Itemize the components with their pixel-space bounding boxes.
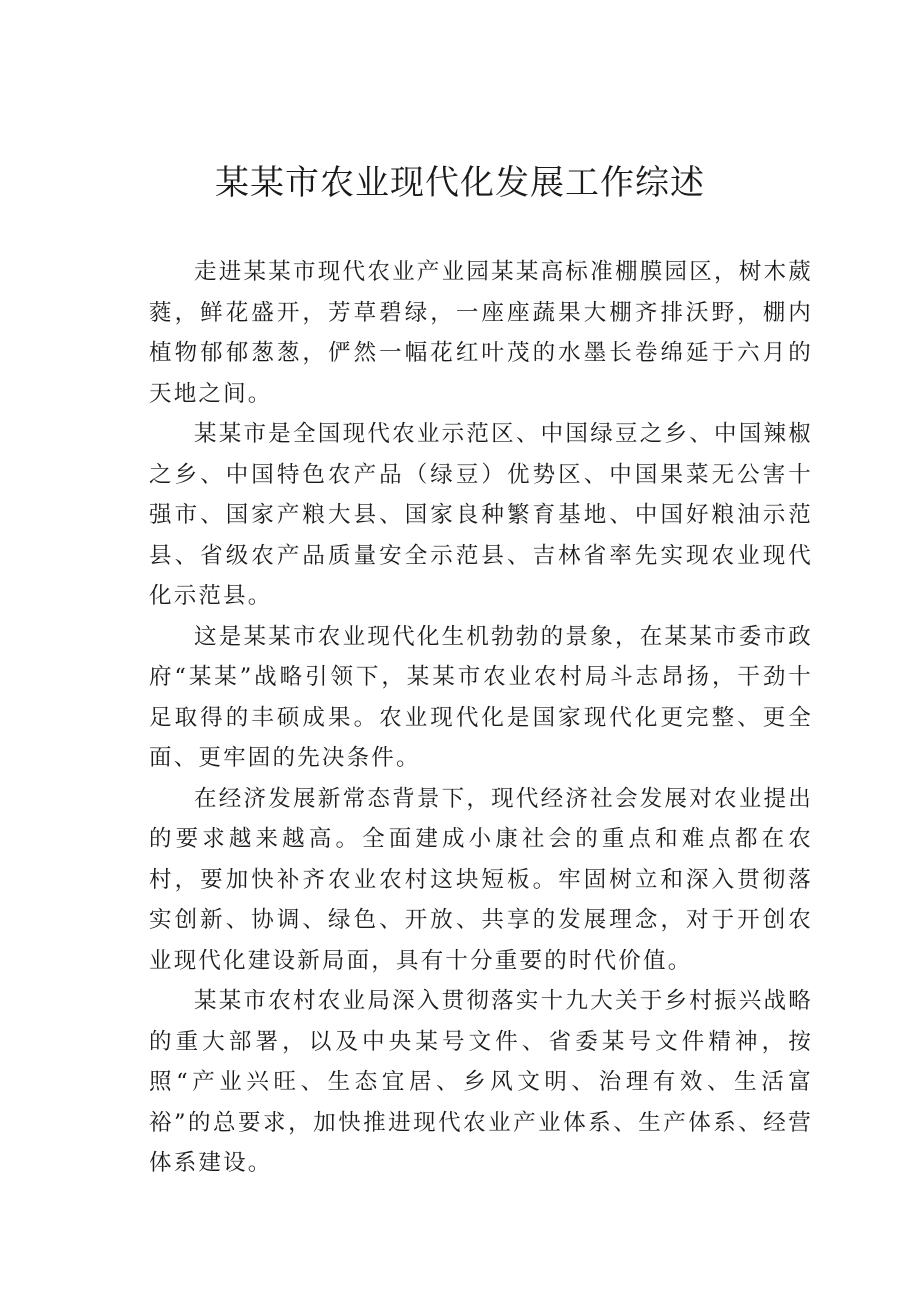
paragraph-2: 某某市是全国现代农业示范区、中国绿豆之乡、中国辣椒之乡、中国特色农产品（绿豆）优势区、中国果菜无公害十强市、国家产粮大县、国家良种繁育基地、中国好粮油示范县、省级农产品质量安全示范县、吉林省率先实现农业现代化示范县。 xyxy=(149,421,813,609)
paragraph-3: 这是某某市农业现代化生机勃勃的景象，在某某市委市政府“某某”战略引领下，某某市农业农村局斗志昂扬，干劲十足取得的丰硕成果。农业现代化是国家现代化更完整、更全面、更牢固的先决条件。 xyxy=(149,623,813,771)
document-body xyxy=(149,252,813,1184)
paragraph-1: 走进某某市现代农业产业园某某高标准棚膜园区，树木葳蕤，鲜花盛开，芳草碧绿，一座座蔬果大棚齐排沃野，棚内植物郁郁葱葱，俨然一幅花红叶茂的水墨长卷绵延于六月的天地之间。 xyxy=(149,259,813,407)
paragraph-5: 某某市农村农业局深入贯彻落实十九大关于乡村振兴战略的重大部署，以及中央某号文件、省委某号文件精神，按照“产业兴旺、生态宜居、乡风文明、治理有效、生活富裕”的总要求，加快推进现代农业产业体系、生产体系、经营体系建设。 xyxy=(149,988,813,1176)
paragraph-4: 在经济发展新常态背景下，现代经济社会发展对农业提出的要求越来越高。全面建成小康社会的重点和难点都在农村，要加快补齐农业农村这块短板。牢固树立和深入贯彻落实创新、协调、绿色、开放、共享的发展理念，对于开创农业现代化建设新局面，具有十分重要的时代价值。 xyxy=(149,785,813,974)
document-title: 某某市农业现代化发展工作综述 xyxy=(215,163,705,203)
